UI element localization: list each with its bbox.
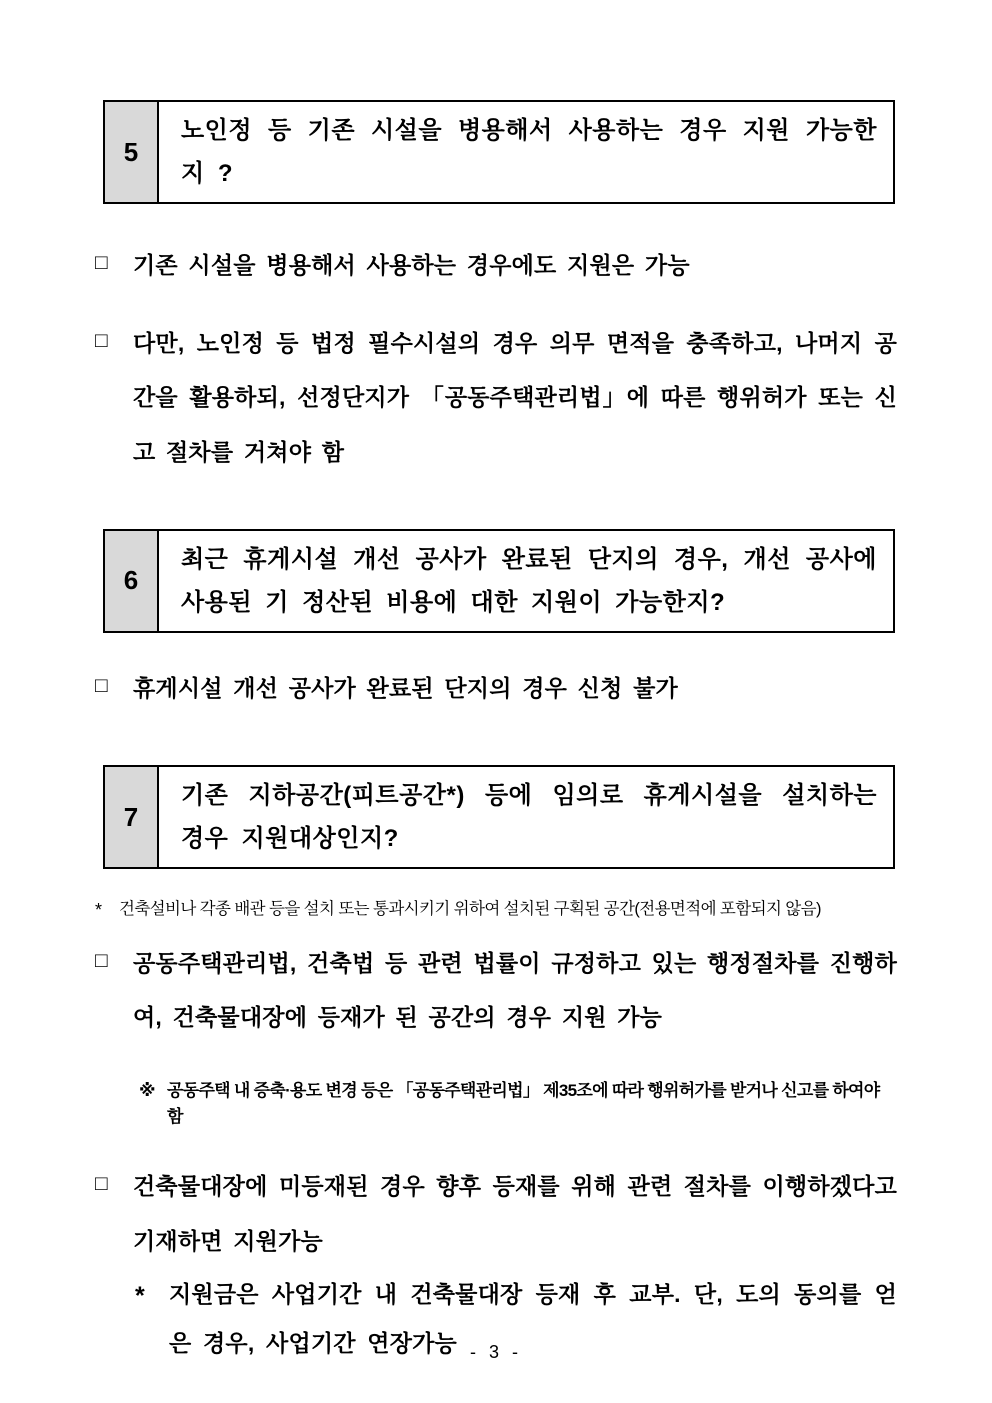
reference-note: [139, 1078, 897, 1129]
question-number-5: 5: [105, 102, 159, 202]
question-box-5: [103, 100, 895, 204]
answer-text: 다만, 노인정 등 법정 필수시설의 경우 의무 면적을 충족하고, 나머지 공간을 활용하되, 선정단지가 「공동주택관리법」에 따른 행위허가 또는 신고 절차를 거쳐야 함: [133, 330, 897, 465]
question-text-7: 기존 지하공간(피트공간*) 등에 임의로 휴게시설을 설치하는 경우 지원대상인지?: [181, 781, 877, 853]
answer-bullet: [95, 936, 897, 1044]
asterisk-icon: *: [95, 900, 102, 921]
footnote-text: 건축설비나 각종 배관 등을 설치 또는 통과시키기 위하여 설치된 구획된 공간(전용면적에 포함되지 않음): [119, 900, 821, 919]
asterisk-icon: *: [135, 1281, 145, 1310]
square-bullet-icon: □: [95, 251, 108, 275]
question-box-7: [103, 765, 895, 869]
answer-text: 기존 시설을 병용해서 사용하는 경우에도 지원은 가능: [133, 252, 690, 279]
square-bullet-icon: □: [95, 673, 108, 697]
answer-bullet: [95, 1159, 897, 1267]
answer-bullet: [95, 316, 897, 478]
question-text-6: 최근 휴게시설 개선 공사가 완료된 단지의 경우, 개선 공사에 사용된 기 정산된 비용에 대한 지원이 가능한지?: [181, 545, 877, 616]
page-number: - 3 -: [469, 1342, 522, 1362]
square-bullet-icon: □: [95, 1172, 108, 1196]
reference-note-text: 공동주택 내 증축·용도 변경 등은 「공동주택관리법」 제35조에 따라 행위허가를 받거나 신고를 하여야 함: [167, 1081, 880, 1126]
question-number-6: 6: [105, 531, 159, 631]
question-text-5: 노인정 등 기존 시설을 병용해서 사용하는 경우 지원 가능한지 ?: [181, 117, 877, 188]
answer-text: 건축물대장에 미등재된 경우 향후 등재를 위해 관련 절차를 이행하겠다고 기재하면 지원가능: [133, 1173, 897, 1254]
answer-bullet: [95, 238, 897, 292]
question-number-7: 7: [105, 767, 159, 867]
answer-text: 휴게시설 개선 공사가 완료된 단지의 경우 신청 불가: [133, 674, 678, 701]
question-box-6: [103, 529, 895, 633]
answer-bullet: [95, 661, 897, 715]
reference-mark-icon: ※: [139, 1081, 155, 1101]
square-bullet-icon: □: [95, 949, 108, 973]
square-bullet-icon: □: [95, 329, 108, 353]
answer-text: 공동주택관리법, 건축법 등 관련 법률이 규정하고 있는 행정절차를 진행하여, 건축물대장에 등재가 된 공간의 경우 지원 가능: [133, 950, 897, 1031]
footnote: [95, 897, 897, 924]
sub-note-text: 지원금은 사업기간 내 건축물대장 등재 후 교부. 단, 도의 동의를 얻은 경우, 사업기간 연장가능: [169, 1280, 897, 1356]
